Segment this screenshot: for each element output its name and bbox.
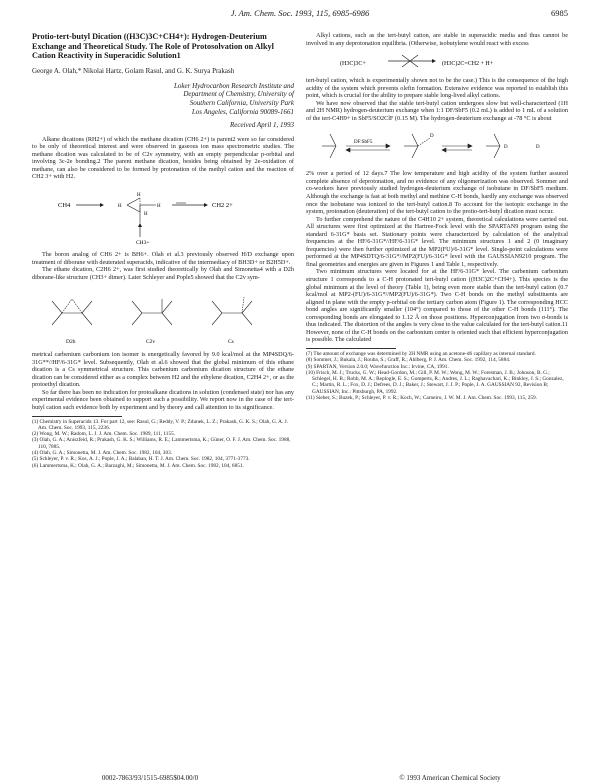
footnote: (2) Wong, M. W.; Radom, L. J. J. Am. Chem. Soc. 1989, 111, 1155. xyxy=(32,431,176,438)
running-header xyxy=(0,8,600,22)
footnote: (9) SPARTAN, Version 2.0.0; Wavefunction Inc.: Irvine, CA, 1991. xyxy=(306,363,449,370)
article-title: Protio-tert-butyl Dication ((H3C)3C+CH4+): Hydrogen-Deuterium Exchange and Theoretical Study. The Role of Protosolvation on Alkyl Cation Reactivity in Superacidic Solution1 xyxy=(32,32,274,61)
author-list: George A. Olah,* Nikolai Hartz, Golam Rasul, and G. K. Surya Prakash xyxy=(32,66,235,75)
paragraph: So far there has been no indication for protoalkane dications in solution (condensed state) nor has any experimental evidence been obtained to support such a possibility. We report now in the case of the tert-butyl cation such evidence both by experiment and by theory and call attention to its significance. xyxy=(32,388,294,411)
svg-text:H: H xyxy=(144,211,148,217)
affiliation xyxy=(32,82,294,116)
paragraph: Two minimum structures were located for at the HF/6-31G* level. The carbenium carbonium structure 1 corresponds to a C-H protonated tert-butyl cation ((H3C)2C+CH4+). This species is the global minimum at the level of theory (Table 1), being even more stable than the tert-butyl cation (0.7 kcal/mol at MP2-(FU)/6-31G*//MP2(FU)/6-31G*). Two C-H bonds on the methyl substituents are aligned in plane with the empty p-orbital on the tertiary carbon atom (Figure 1). The corresponding HCC bond angles are significantly smaller (104°) compared to those of the other C-H bonds (111°). The corresponding bonds are elongated to 1.12 Å on those positions. Hyperconjugation from two σ-bonds is thus indicated. The distortion of the angles is very close to the value calculated for the tert-butyl cation.11 However, none of the C-H bonds on the carbonium center is oriented such that efficient hyperconjugation is possible. The calculated xyxy=(306,268,568,344)
footnote: (8) Sommer, J.; Bukala, J.; Rouba, S.; Graff, R.; Ahlberg, P. J. Am. Chem. Soc. 1992, 114, 5884. xyxy=(306,357,511,364)
scheme-label: DF:SbF5 xyxy=(354,140,373,146)
footnote: (5) Schleyer, P. v. R.; Kos, A. J.; Pople, J. A.; Balaban, H. T. J. Am. Chem. Soc. 1982, 104, 3771-3773. xyxy=(32,456,250,463)
footnote: (7) The amount of exchange was determined by 2H NMR using an acetone-d6 capillary as internal standard. xyxy=(306,350,536,357)
scheme-hd-exchange xyxy=(306,126,568,166)
paragraph: The ethane dication, C2H6 2+, was first studied theoretically by Olah and Simonetta4 with a D2h diborane-like structure (CH3+ dimer). Later Schleyer and Pople5 showed that the C2v sym- xyxy=(32,266,294,281)
scheme-label: D xyxy=(504,145,508,151)
scheme-label: CH3+ xyxy=(136,239,150,246)
doi-code: 0002-7863/93/1515-6985$04.00/0 xyxy=(101,774,199,782)
scheme-label: D2h xyxy=(66,339,76,346)
scheme-label: (H3C)2C=CH2 + H+ xyxy=(442,61,494,68)
footnote: (6) Lammertsma, K.; Olah, G. A.; Barzaghi, M.; Simonetta, M. J. Am. Chem. Soc. 1982, 104, 6851. xyxy=(32,462,244,469)
affiliation-line: Los Angeles, California 90089-1661 xyxy=(191,107,294,116)
scheme-label: (H3C)3C+ xyxy=(340,61,366,68)
paragraph: Alkyl cations, such as the tert-butyl cation, are stable in superacidic media and thus cannot be involved in any deprotonation equilibria. (Otherwise, isobutylene would react with excess xyxy=(306,32,568,47)
svg-text:H: H xyxy=(118,203,122,209)
affiliation-line: Southern California, University Park xyxy=(189,98,294,107)
footnote: (1) Chemistry in Superacids 13. For part 12, see: Rasul, G.; Reddy, V. P.; Zdunek, L. Z.; Prakash, G. K. S.; Olah, G. A. J. Am. Chem. Soc. 1993, 115, 2236. xyxy=(32,418,289,431)
page-number: 6985 xyxy=(551,8,568,18)
svg-text:H: H xyxy=(157,203,161,209)
paragraph: 2% over a period of 12 days.7 The low temperature and high acidity of the system further assured complete absence of deprotonation, and no evidence of any oligomerization was observed. Sommer and co-workers have previously studied hydrogen-deuterium exchange of isobutane in DF/SbF5 medium. Although the exchange is fast at both methyl and methine C-H bonds, hardly any exchange was observed once the isobutane was ionized to the tert-butyl cation.8 To account for the isotopic exchange in the system, protonation (deuteration) of the tert-butyl cation to the protio-tert-butyl dication must occur. xyxy=(306,170,568,216)
scheme-label: CH2 2+ xyxy=(212,201,233,209)
scheme-ethane-dication xyxy=(32,285,294,347)
footnote-rule xyxy=(306,348,396,349)
svg-text:H: H xyxy=(137,192,141,198)
scheme-label: D xyxy=(536,145,540,151)
scheme-methane-dication xyxy=(32,185,294,247)
left-column xyxy=(32,32,294,469)
paragraph: We have now observed that the stable tert-butyl cation undergoes slow but well-characterized (1H and 2H NMR) hydrogen-deuterium exchange when 1:1 DF/SbF5 (0.2 mL) is added to 1 mL of a solution of the tert-C4H9+ in SbF5/SO2ClF (0.15 M). The hydrogen-deuterium exchange at -78 °C is about xyxy=(306,99,568,122)
paragraph: To further comprehend the nature of the C4H10 2+ system, theoretical calculations were carried out. All structures were first optimized at the Hartree-Fock level with the SPARTAN9 program using the standard 6-31G* basis set. Stationary points were characterized by calculation of the analytical frequencies at the HF/6-31G*//HF/6-31G* level. The minimum structures 1 and 2 (0 imaginary frequencies) were then further optimized at the MP2(FU)/6-31G* level. Single-point calculations were performed at the MP4SDTQ/6-31G*//MP2(FU)/6-31G* level with the GAUSSIAN9210 program. The final geometries and energies are given in Figures 1 and Table 1, respectively. xyxy=(306,215,568,268)
received-date: Received April 1, 1993 xyxy=(229,121,294,130)
paragraph: The boron analog of CH6 2+ is BH6+. Olah et al.3 previously observed H/D exchange upon treatment of diborane with deuterated superacids, indicative of the intermediacy of BH3D+ or B2H5D+. xyxy=(32,250,294,266)
scheme-label: C2v xyxy=(146,339,156,346)
paragraph: metrical carbenium carbonium ion isomer is energetically favored by 9.0 kcal/mol at the MP4SDQ/6-31G**//HF/6-31G* level. Subsequently, Olah et al.6 showed that the global minimum of this ethane dication is a Cs symmetrical structure. This carbenium carbonium dication structure of the ethane dication can be considered either as a complex between H2 and the ethylene dication, C2H4 2+, or as the protoethyl dication. xyxy=(32,351,294,389)
affiliation-line: Department of Chemistry, University of xyxy=(183,90,294,99)
scheme-label: Cs xyxy=(228,339,234,346)
affiliation-line: Loker Hydrocarbon Research Institute and xyxy=(173,81,294,90)
journal-citation: J. Am. Chem. Soc. 1993, 115, 6985-6986 xyxy=(230,8,370,18)
paragraph: tert-butyl cation, which is experimentally shown not to be the case.) This is the consequence of the high acidity of the system which prevents olefin formation. Extensive evidence was reported to establish this point, which is crucial for the ability to prepare stable long-lived alkyl cations. xyxy=(306,77,568,100)
scheme-label: D xyxy=(430,134,434,140)
footnote: (3) Olah, G. A.; Aniszfeld, R.; Prakash, G. K. S.; Williams, R. E.; Lammertsma, K.; Güner, O. F. J. Am. Chem. Soc. 1988, 110, 7885. xyxy=(32,437,291,450)
paragraph: Alkane dications (RH2+) of which the methane dication (CH6 2+) is parent2 were so far considered to be only of theoretical interest and were observed in gaseous ion mass spectrometric studies. The methane dication was calculated to be of C2v symmetry, with an empty perpendicular p-orbital and involving 3c-2e bonding.2 The parent methane dication, besides being obtained by 2e-oxidation of methane, can also be considered to be formed by protonation of the methyl cation and the reaction of CH2 3+ with H2. xyxy=(32,135,294,181)
footnote: (10) Frisch, M. J.; Trucks, G. W.; Head-Gordon, M.; Gill, P. M. W.; Wong, M. W.; Foresman, J. B.; Johnson, B. G.; Schlegel, H. B.; Robb, M. A.; Replogle, E. S.; Gomperts, R.; Andres, J. L.; Raghavachari, K.; Binkley, J. S.; Gonzalez, C.; Martin, R. L.; Fox, D. J.; Defrees, D. J.; Baker, J.; Stewart, J. J. P.; Pople, J. A. GAUSSIAN 92, Revision B; GAUSSIAN, Inc.: Pittsburgh, PA, 1992. xyxy=(306,369,564,395)
footnote: (4) Olah, G. A.; Simonetta, M. J. Am. Chem. Soc. 1982, 104, 303. xyxy=(32,450,173,457)
scheme-deprotonation xyxy=(306,51,568,73)
scheme-label: CH4 xyxy=(58,201,71,209)
copyright: © 1993 American Chemical Society xyxy=(399,774,501,782)
footnote-rule xyxy=(32,416,122,417)
footnote: (11) Sieber, S.; Buzek, P.; Schleyer, P. v. R.; Koch, W.; Carneiro, J. W. M. J. Am. Chem. Soc. 1993, 115, 259. xyxy=(306,395,538,402)
right-column xyxy=(306,32,568,401)
